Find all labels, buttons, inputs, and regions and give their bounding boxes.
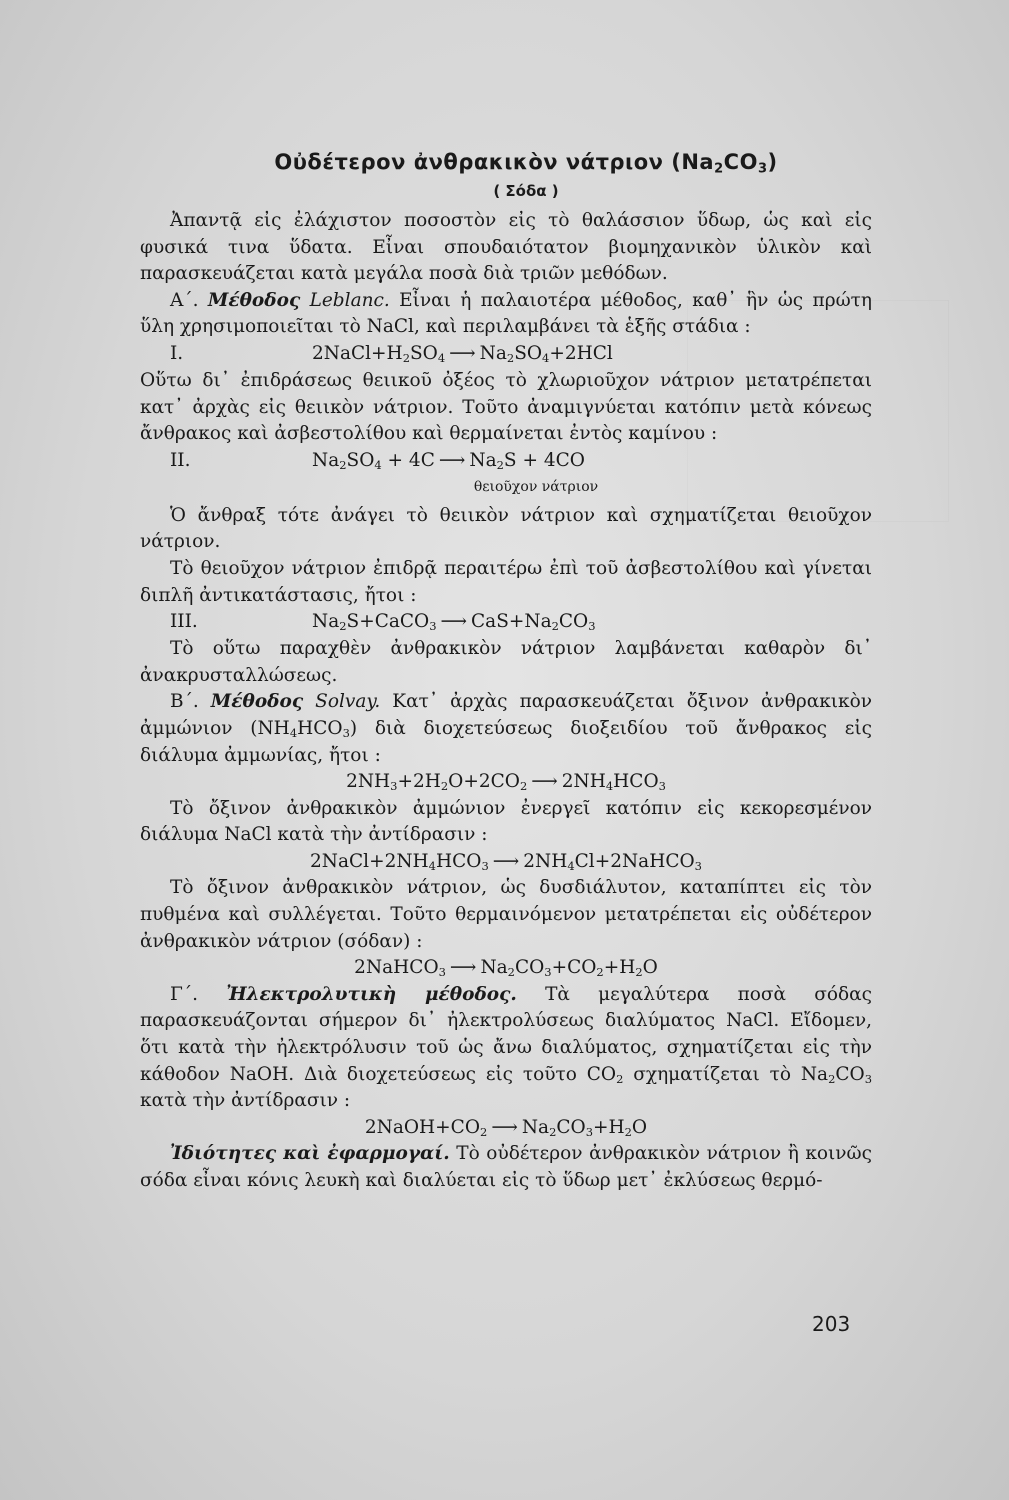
section-letter: Γ΄. (170, 983, 198, 1005)
equation-row (140, 341, 872, 368)
paragraph-substitution: Τὸ θειοῦχον νάτριον ἐπιδρᾷ περαιτέρω ἐπὶ τοῦ ἀσβεστολίθου καὶ γίνεται διπλῆ ἀντικατάστασις, ἤτοι : (140, 557, 872, 606)
paragraph-sulfate: Οὕτω δι᾽ ἐπιδράσεως θειικοῦ ὀξέος τὸ χλωριοῦχον νάτριον μετατρέπεται κατ᾽ ἀρχὰς εἰς θειικὸν νάτριον. Τοῦτο ἀναμιγνύεται κατόπιν μετὰ κόνεως ἄνθρακος καὶ ἀσβεστολίθου καὶ θερμαίνεται ἐντὸς καμίνου : (140, 369, 872, 445)
equation: $Na_2SO_4 + 4C$ ⟶ $Na_2S + 4CO$ (312, 449, 585, 472)
equation: $2NaCl+2NH_4HCO_3$ ⟶ $2NH_4Cl+2NaHCO_3$ (310, 850, 702, 873)
page-title: Οὐδέτερον ἀνθρακικὸν νάτριον $(Na_2CO_3)$ (274, 150, 778, 177)
page-number: 203 (812, 1312, 851, 1336)
equation-row (140, 609, 872, 636)
page-subtitle: ( Σόδα ) (493, 182, 559, 200)
equation: $Na_2S+CaCO_3$ ⟶ $CaS+Na_2CO_3$ (312, 611, 596, 633)
method-name: Leblanc. (309, 289, 390, 311)
section-heading: Ἠλεκτρολυτικὴ μέθοδος. (226, 983, 517, 1005)
paragraph-bicarbonate: Τὸ ὄξινον ἀνθρακικὸν νάτριον, ὡς δυσδιάλυτον, καταπίπτει εἰς τὸν πυθμένα καὶ συλλέγεται. Τοῦτο θερμαινόμενον μετατρέπεται εἰς οὐδέτερον ἀνθρακικὸν νάτριον (σόδαν) : (140, 877, 872, 952)
paragraph-text: Εἶναι ἡ παλαιοτέρα μέθοδος, καθ᾽ ἣν ὡς πρώτη ὕλη χρησιμοποιεῖται τὸ NaCl, καὶ περιλαμβάνει τὰ ἑξῆς στάδια : (140, 289, 872, 338)
equation-number: II. (170, 449, 191, 471)
paragraph-ammonium: Τὸ ὄξινον ἀνθρακικὸν ἀμμώνιον ἐνεργεῖ κατόπιν εἰς κεκορεσμένον διάλυμα NaCl κατὰ τὴν ἀντίδρασιν : (140, 797, 872, 846)
section-heading: Μέθοδος (207, 289, 301, 311)
equation: 2NaHCO$_3$ ⟶ $Na_2CO_3+CO_2+H_2O$ (354, 957, 658, 980)
method-name: Solvay. (315, 691, 381, 713)
page-content (140, 148, 872, 1195)
paragraph-text: Κατ᾽ ἀρχὰς παρασκευάζεται ὄξινον ἀνθρακικὸν ἀμμώνιον $(NH_4HCO_3)$ διὰ διοχετεύσεως διοξειδίου τοῦ ἄνθρακος εἰς διάλυμα ἀμμωνίας, ἤτοι : (140, 691, 872, 766)
section-heading: Ἰδιότητες καὶ ἐφαρμογαί. (170, 1143, 450, 1165)
paragraph-text: Τὸ οὐδέτερον ἀνθρακικὸν νάτριον ἢ κοινῶς σόδα εἶναι κόνις λευκὴ καὶ διαλύεται εἰς τὸ ὕδωρ μετ᾽ ἐκλύσεως θερμό- (140, 1143, 872, 1191)
paragraph-leblanc (140, 288, 872, 341)
equation-number: III. (170, 611, 198, 633)
paragraph-solvay (140, 689, 872, 769)
section-heading: Μέθοδος (210, 691, 304, 713)
equation-number: I. (170, 342, 184, 364)
paragraph-recrystallization: Τὸ οὕτω παραχθὲν ἀνθρακικὸν νάτριον λαμβάνεται καθαρὸν δι᾽ ἀνακρυσταλλώσεως. (140, 638, 872, 686)
section-letter: Α΄. (170, 289, 199, 311)
paragraph-text: Τὰ μεγαλύτερα ποσὰ σόδας παρασκευάζονται σήμερον δι᾽ ἠλεκτρολύσεως διαλύματος NaCl. Εἴδομεν, ὅτι κατὰ τὴν ἠλεκτρόλυσιν τοῦ ὡς ἄνω διαλύματος, σχηματίζεται εἰς τὴν κάθοδον NaOH. Διὰ διοχετεύσεως εἰς τοῦτο $CO_2$ σχηματίζεται τὸ $Na_2CO_3$ κατὰ τὴν ἀντίδρασιν : (140, 983, 873, 1112)
equation-caption: θειοῦχον νάτριον (473, 478, 599, 495)
paragraph-reduction: Ὁ ἄνθραξ τότε ἀνάγει τὸ θειικὸν νάτριον καὶ σχηματίζεται θειοῦχον νάτριον. (140, 504, 872, 553)
paragraph-electrolytic (140, 982, 872, 1115)
section-letter: Β΄. (170, 691, 199, 713)
equation: $2NaCl+H_2SO_4$ ⟶ $Na_2SO_4+2HCl$ (312, 342, 613, 365)
equation-row (140, 448, 872, 475)
paragraph-intro: Ἀπαντᾷ εἰς ἐλάχιστον ποσοστὸν εἰς τὸ θαλάσσιον ὕδωρ, ὡς καὶ εἰς φυσικά τινα ὕδατα. Εἶναι σπουδαιότατον βιομηχανικὸν ὑλικὸν καὶ παρασκευάζεται κατὰ μεγάλα ποσὰ διὰ τριῶν μεθόδων. (140, 210, 872, 285)
equation: $2NH_3+2H_2O+2CO_2$ ⟶ $2NH_4HCO_3$ (346, 771, 666, 793)
equation: $2NaOH+CO_2$ ⟶ $Na_2CO_3+H_2O$ (364, 1116, 648, 1139)
paragraph-properties (140, 1141, 872, 1194)
